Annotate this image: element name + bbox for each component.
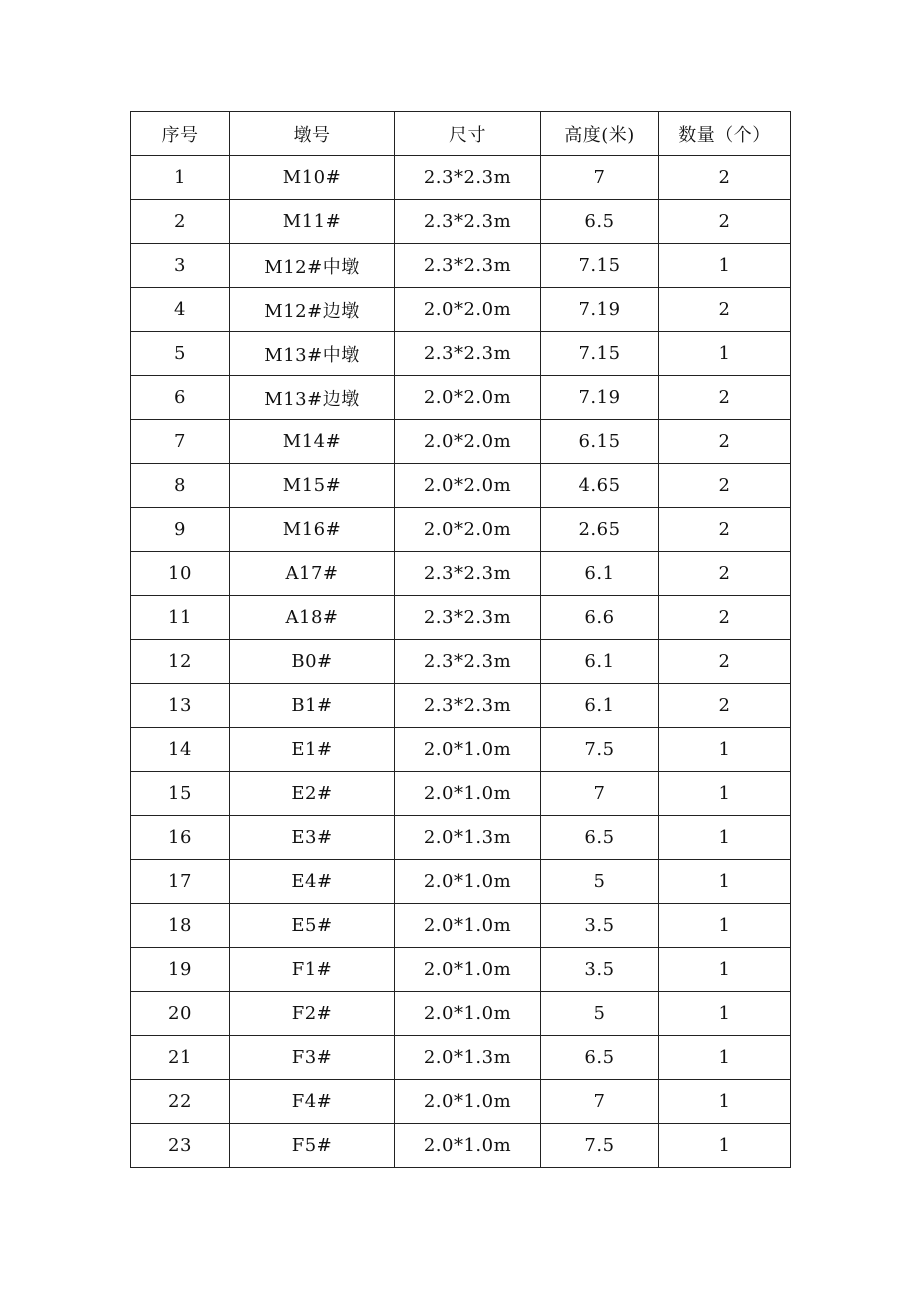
cell-pier-no: M12#中墩 (230, 244, 395, 288)
header-pier-no: 墩号 (230, 112, 395, 156)
cell-height: 6.5 (541, 1036, 659, 1080)
cell-quantity: 1 (659, 332, 791, 376)
header-height: 高度(米) (541, 112, 659, 156)
cell-quantity: 2 (659, 684, 791, 728)
cell-pier-no: M13#边墩 (230, 376, 395, 420)
cell-quantity: 1 (659, 728, 791, 772)
cell-quantity: 2 (659, 596, 791, 640)
cell-quantity: 1 (659, 1036, 791, 1080)
cell-quantity: 1 (659, 772, 791, 816)
cell-quantity: 2 (659, 156, 791, 200)
cell-index: 16 (131, 816, 230, 860)
cell-size: 2.0*1.3m (395, 1036, 541, 1080)
cell-index: 23 (131, 1124, 230, 1168)
cell-height: 7 (541, 772, 659, 816)
table-row (131, 728, 791, 772)
cell-pier-no: E2# (230, 772, 395, 816)
table-row (131, 156, 791, 200)
table-row (131, 1080, 791, 1124)
table-row (131, 640, 791, 684)
table-row (131, 1036, 791, 1080)
cell-quantity: 1 (659, 816, 791, 860)
cell-height: 4.65 (541, 464, 659, 508)
cell-quantity: 1 (659, 1124, 791, 1168)
cell-index: 2 (131, 200, 230, 244)
cell-pier-no: M14# (230, 420, 395, 464)
cell-index: 4 (131, 288, 230, 332)
table-row (131, 992, 791, 1036)
cell-index: 7 (131, 420, 230, 464)
table-row (131, 860, 791, 904)
cell-pier-no: F3# (230, 1036, 395, 1080)
cell-index: 6 (131, 376, 230, 420)
header-row (131, 112, 791, 156)
cell-pier-no: E3# (230, 816, 395, 860)
cell-quantity: 1 (659, 992, 791, 1036)
cell-index: 15 (131, 772, 230, 816)
cell-pier-no: E1# (230, 728, 395, 772)
table-row (131, 376, 791, 420)
cell-quantity: 2 (659, 552, 791, 596)
cell-size: 2.0*1.0m (395, 728, 541, 772)
cell-size: 2.3*2.3m (395, 684, 541, 728)
cell-pier-no: F2# (230, 992, 395, 1036)
cell-index: 12 (131, 640, 230, 684)
header-size: 尺寸 (395, 112, 541, 156)
table-row (131, 552, 791, 596)
table-row (131, 244, 791, 288)
header-index: 序号 (131, 112, 230, 156)
cell-height: 6.6 (541, 596, 659, 640)
cell-size: 2.0*1.3m (395, 816, 541, 860)
cell-index: 9 (131, 508, 230, 552)
cell-height: 2.65 (541, 508, 659, 552)
cell-pier-no: M12#边墩 (230, 288, 395, 332)
cell-size: 2.0*1.0m (395, 992, 541, 1036)
cell-index: 21 (131, 1036, 230, 1080)
cell-height: 7 (541, 156, 659, 200)
cell-pier-no: M16# (230, 508, 395, 552)
table-row (131, 772, 791, 816)
cell-pier-no: F1# (230, 948, 395, 992)
cell-height: 3.5 (541, 948, 659, 992)
cell-pier-no: M13#中墩 (230, 332, 395, 376)
cell-pier-no: A17# (230, 552, 395, 596)
cell-index: 5 (131, 332, 230, 376)
cell-height: 6.1 (541, 552, 659, 596)
cell-height: 6.1 (541, 684, 659, 728)
cell-size: 2.3*2.3m (395, 332, 541, 376)
cell-size: 2.0*1.0m (395, 860, 541, 904)
cell-quantity: 2 (659, 288, 791, 332)
table-body (131, 156, 791, 1168)
cell-height: 7.19 (541, 288, 659, 332)
cell-size: 2.0*2.0m (395, 420, 541, 464)
cell-pier-no: M10# (230, 156, 395, 200)
pier-table (130, 111, 791, 1168)
cell-height: 3.5 (541, 904, 659, 948)
cell-index: 3 (131, 244, 230, 288)
cell-pier-no: B1# (230, 684, 395, 728)
table-header (131, 112, 791, 156)
cell-index: 1 (131, 156, 230, 200)
cell-pier-no: F4# (230, 1080, 395, 1124)
cell-height: 6.1 (541, 640, 659, 684)
cell-index: 19 (131, 948, 230, 992)
cell-index: 8 (131, 464, 230, 508)
cell-pier-no: F5# (230, 1124, 395, 1168)
cell-height: 7.5 (541, 728, 659, 772)
cell-quantity: 1 (659, 1080, 791, 1124)
cell-height: 7.19 (541, 376, 659, 420)
cell-height: 6.5 (541, 200, 659, 244)
cell-size: 2.3*2.3m (395, 552, 541, 596)
table-row (131, 332, 791, 376)
cell-quantity: 2 (659, 376, 791, 420)
cell-index: 11 (131, 596, 230, 640)
cell-height: 7 (541, 1080, 659, 1124)
cell-size: 2.3*2.3m (395, 244, 541, 288)
cell-quantity: 1 (659, 244, 791, 288)
cell-size: 2.0*2.0m (395, 508, 541, 552)
cell-quantity: 2 (659, 420, 791, 464)
cell-height: 7.15 (541, 332, 659, 376)
cell-height: 5 (541, 992, 659, 1036)
cell-size: 2.0*1.0m (395, 948, 541, 992)
header-quantity: 数量（个） (659, 112, 791, 156)
cell-pier-no: B0# (230, 640, 395, 684)
table-row (131, 200, 791, 244)
table-row (131, 288, 791, 332)
table-row (131, 904, 791, 948)
cell-index: 18 (131, 904, 230, 948)
cell-index: 10 (131, 552, 230, 596)
cell-size: 2.3*2.3m (395, 640, 541, 684)
cell-index: 14 (131, 728, 230, 772)
cell-quantity: 2 (659, 200, 791, 244)
table-row (131, 684, 791, 728)
cell-quantity: 2 (659, 464, 791, 508)
cell-size: 2.3*2.3m (395, 200, 541, 244)
cell-size: 2.0*1.0m (395, 904, 541, 948)
table-row (131, 816, 791, 860)
table-row (131, 420, 791, 464)
cell-index: 13 (131, 684, 230, 728)
cell-quantity: 2 (659, 640, 791, 684)
cell-index: 17 (131, 860, 230, 904)
cell-height: 6.15 (541, 420, 659, 464)
cell-size: 2.3*2.3m (395, 596, 541, 640)
table-row (131, 464, 791, 508)
table-row (131, 508, 791, 552)
cell-height: 7.15 (541, 244, 659, 288)
cell-quantity: 1 (659, 860, 791, 904)
cell-size: 2.0*2.0m (395, 464, 541, 508)
cell-index: 22 (131, 1080, 230, 1124)
cell-size: 2.0*1.0m (395, 772, 541, 816)
table-row (131, 1124, 791, 1168)
cell-size: 2.3*2.3m (395, 156, 541, 200)
cell-size: 2.0*1.0m (395, 1124, 541, 1168)
cell-pier-no: E4# (230, 860, 395, 904)
cell-pier-no: M15# (230, 464, 395, 508)
cell-size: 2.0*1.0m (395, 1080, 541, 1124)
cell-pier-no: E5# (230, 904, 395, 948)
cell-height: 5 (541, 860, 659, 904)
cell-height: 7.5 (541, 1124, 659, 1168)
cell-quantity: 2 (659, 508, 791, 552)
cell-index: 20 (131, 992, 230, 1036)
cell-size: 2.0*2.0m (395, 376, 541, 420)
cell-pier-no: A18# (230, 596, 395, 640)
cell-pier-no: M11# (230, 200, 395, 244)
cell-quantity: 1 (659, 948, 791, 992)
cell-height: 6.5 (541, 816, 659, 860)
table-row (131, 948, 791, 992)
cell-quantity: 1 (659, 904, 791, 948)
cell-size: 2.0*2.0m (395, 288, 541, 332)
table-row (131, 596, 791, 640)
